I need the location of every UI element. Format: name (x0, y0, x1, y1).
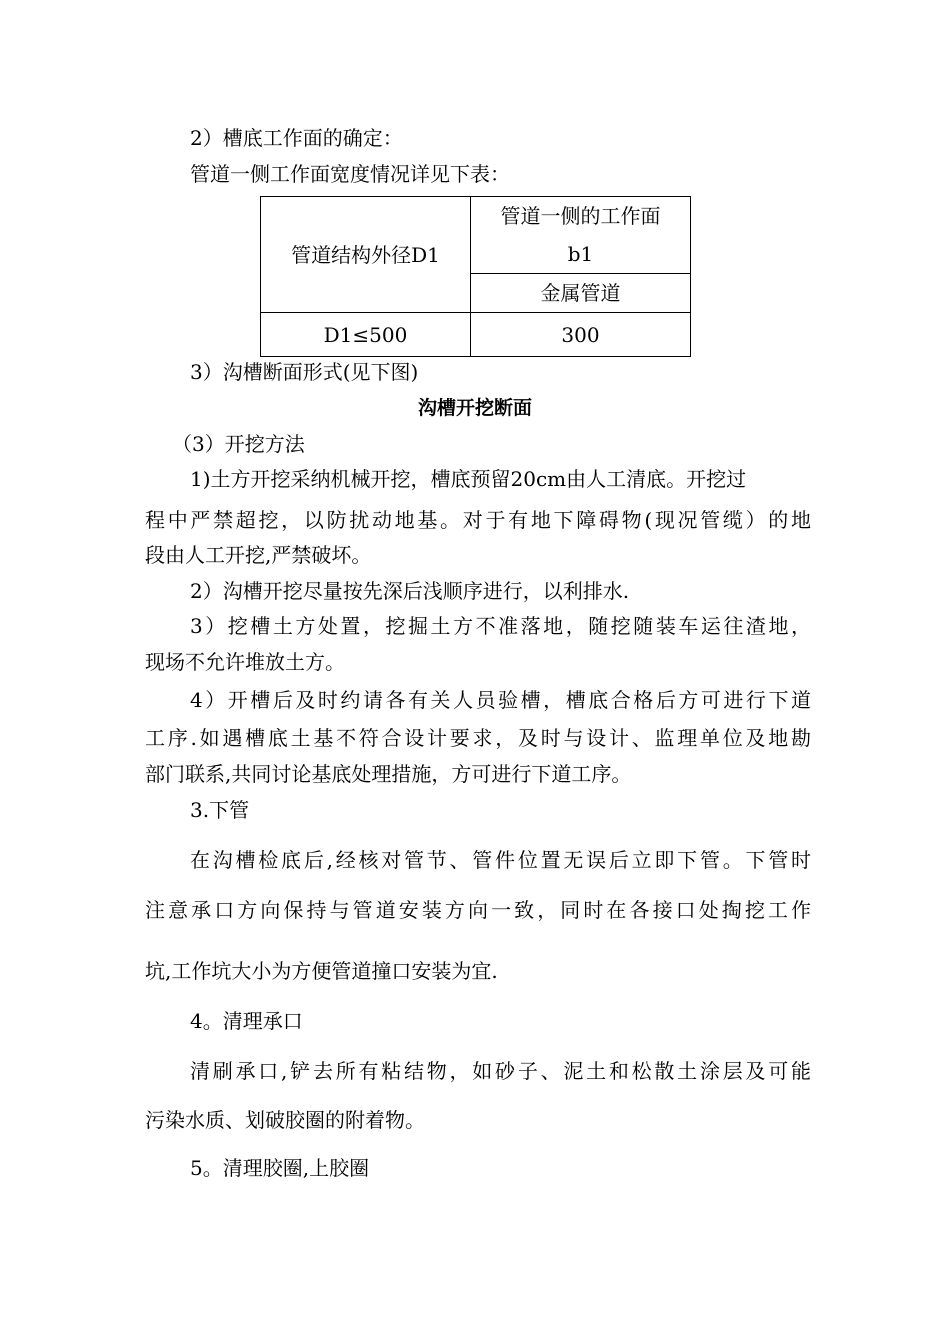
pipe-laying-line2: 注意承口方向保持与管道安装方向一致，同时在各接口处掏挖工作 (145, 898, 811, 922)
excavation-heading: （3）开挖方法 (172, 432, 305, 456)
pipe-laying-line3: 坑,工作坑大小为方便管道撞口安装为宜. (145, 959, 498, 983)
excavation-p1-line1: 1)土方开挖采纳机械开挖，槽底预留20cm由人工清底。开挖过 (190, 467, 747, 491)
row-d1-cell: D1≤500 (261, 313, 471, 357)
col2-header (471, 197, 691, 274)
figure-caption: 沟槽开挖断面 (417, 397, 532, 419)
excavation-p3-line2: 现场不允许堆放土方。 (145, 650, 345, 674)
col1-header: 管道结构外径D1 (261, 197, 471, 313)
socket-clean-heading: 4。清理承口 (190, 1009, 303, 1033)
excavation-p3-line1: 3）挖槽土方处置，挖掘土方不准落地，随挖随装车运往渣地， (190, 614, 811, 638)
section2-heading: 2）槽底工作面的确定： (190, 126, 403, 150)
work-face-table (260, 196, 691, 357)
socket-clean-line2: 污染水质、划破胶圈的附着物。 (145, 1108, 425, 1132)
excavation-p1-line2: 程中严禁超挖，以防扰动地基。对于有地下障碍物(现况管缆）的地 (145, 508, 811, 532)
excavation-p1-line3: 段由人工开挖,严禁破坏。 (145, 543, 372, 567)
col2-header-line2: b1 (567, 242, 594, 266)
pipe-laying-heading: 3.下管 (190, 798, 250, 822)
socket-clean-line1: 清刷承口,铲去所有粘结物，如砂子、泥土和松散土涂层及可能 (190, 1059, 811, 1083)
excavation-p4-line1: 4）开槽后及时约请各有关人员验槽，槽底合格后方可进行下道 (190, 688, 811, 712)
gasket-heading: 5。清理胶圈,上胶圈 (190, 1156, 370, 1180)
pipe-laying-line1: 在沟槽检底后,经核对管节、管件位置无误后立即下管。下管时 (190, 848, 811, 872)
excavation-p2: 2）沟槽开挖尽量按先深后浅顺序进行，以利排水. (190, 579, 630, 603)
section2-intro: 管道一侧工作面宽度情况详见下表： (190, 162, 510, 186)
row-b1-cell: 300 (471, 313, 691, 357)
section3-heading: 3）沟槽断面形式(见下图) (190, 360, 419, 384)
excavation-p4-line2: 工序.如遇槽底土基不符合设计要求，及时与设计、监理单位及地勘 (145, 726, 811, 750)
col2-subheader: 金属管道 (471, 274, 691, 313)
excavation-p4-line3: 部门联系,共同讨论基底处理措施，方可进行下道工序。 (145, 762, 632, 786)
col2-header-line1: 管道一侧的工作面 (500, 204, 661, 228)
